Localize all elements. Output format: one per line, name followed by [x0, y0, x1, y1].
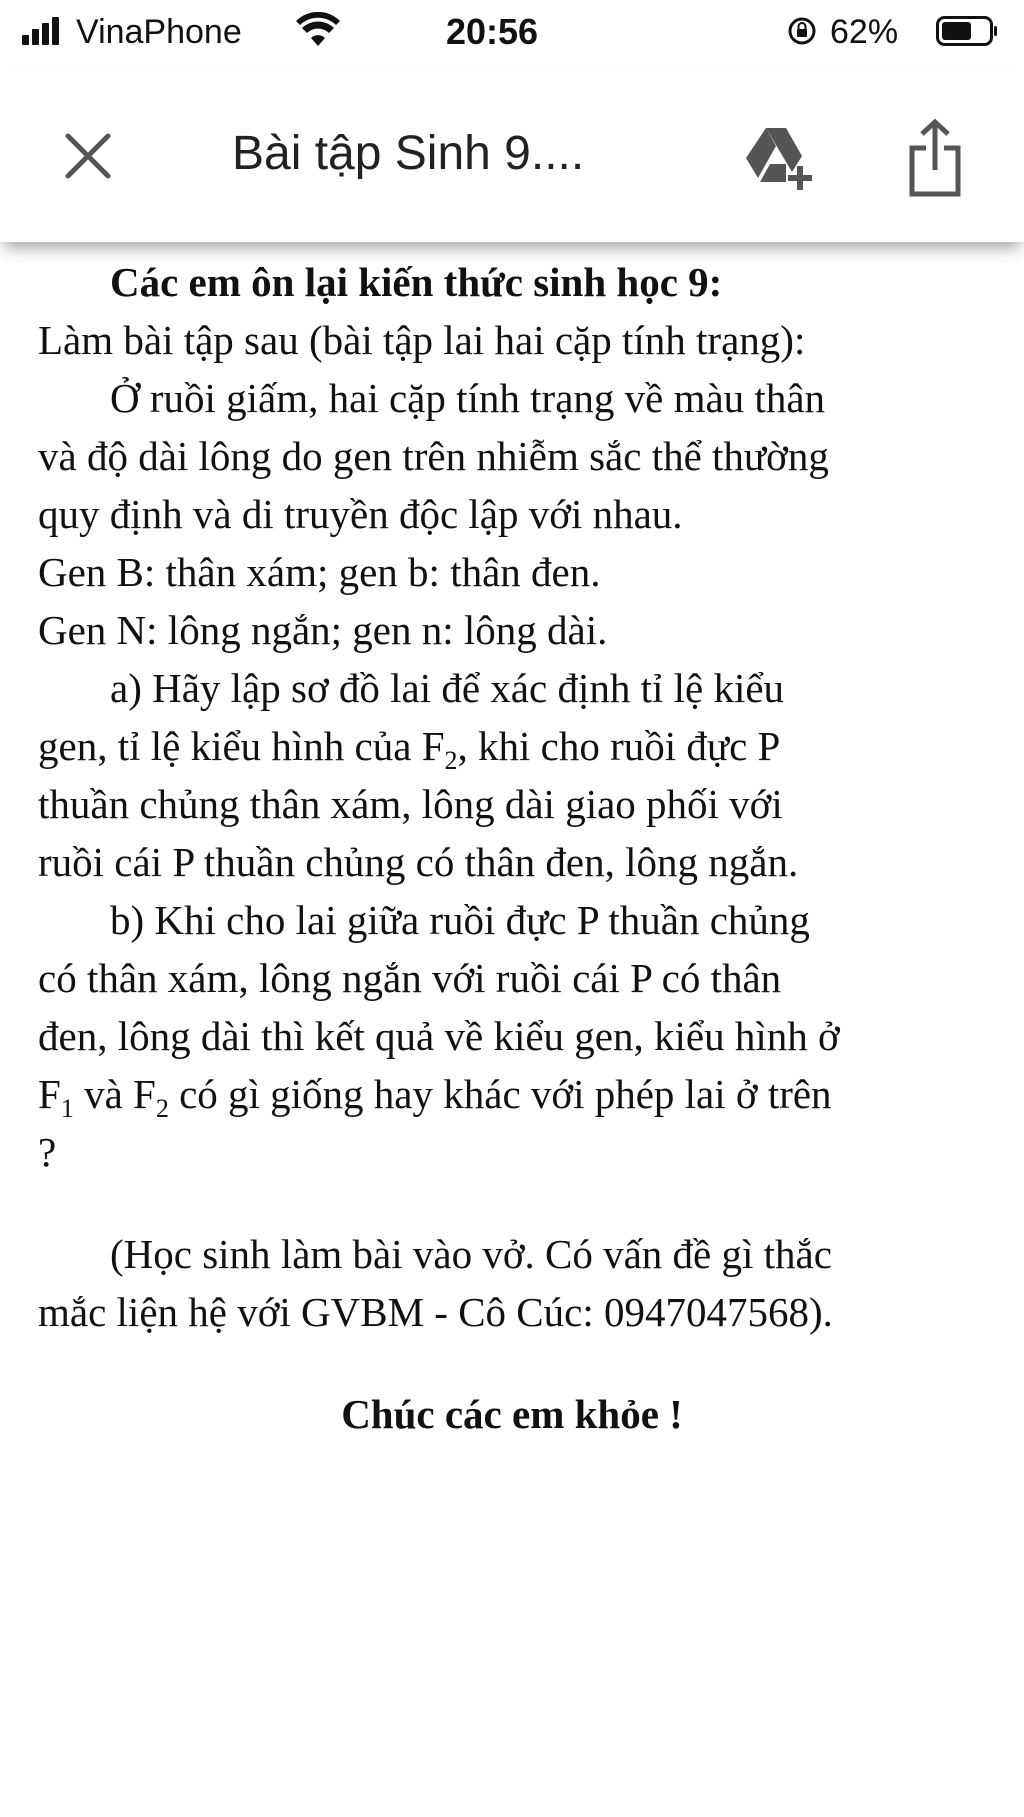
document-line: thuần chủng thân xám, lông dài giao phối với [38, 781, 783, 827]
document-line: đen, lông dài thì kết quả về kiểu gen, kiểu hình ở [38, 1013, 840, 1059]
document-line: có thân xám, lông ngắn với ruồi cái P có thân [38, 955, 782, 1001]
signal-icon [22, 17, 62, 45]
document-line: a) Hãy lập sơ đồ lai để xác định tỉ lệ kiểu [110, 665, 785, 711]
share-icon[interactable] [906, 118, 964, 198]
subscript: 1 [60, 1094, 74, 1124]
text-run: , khi cho ruồi đực P [457, 723, 781, 769]
battery-percent: 62% [830, 13, 899, 51]
document-line: Gen N: lông ngắn; gen n: lông dài. [38, 607, 608, 653]
close-icon[interactable] [60, 128, 116, 184]
document-line: b) Khi cho lai giữa ruồi đực P thuần chủng [110, 897, 810, 943]
wifi-icon [296, 12, 340, 48]
document-line: ? [38, 1129, 57, 1175]
document-line: Làm bài tập sau (bài tập lai hai cặp tính trạng): [38, 317, 806, 363]
clock: 20:56 [446, 11, 539, 52]
document-line: Ở ruồi giấm, hai cặp tính trạng về màu thân [110, 375, 826, 421]
document-line: và độ dài lông do gen trên nhiễm sắc thể thường [38, 433, 829, 479]
document-line: ruồi cái P thuần chủng có thân đen, lông ngắn. [38, 839, 799, 885]
orientation-lock-icon [787, 16, 817, 46]
text-run: F [38, 1071, 61, 1117]
status-bar [0, 0, 1024, 66]
document-line: quy định và di truyền độc lập với nhau. [38, 491, 683, 537]
closing-line: Chúc các em khỏe ! [341, 1391, 683, 1437]
document-title: Bài tập Sinh 9.... [232, 127, 585, 180]
document-line: (Học sinh làm bài vào vở. Có vấn đề gì thắc [110, 1231, 832, 1277]
document-line [38, 717, 780, 775]
text-run: và F [73, 1071, 156, 1117]
subscript: 2 [444, 746, 458, 776]
text-run: gen, tỉ lệ kiểu hình của F [38, 723, 445, 769]
subscript: 2 [155, 1094, 169, 1124]
document-page [0, 245, 1024, 1817]
carrier-name: VinaPhone [76, 13, 242, 51]
viewer-toolbar [0, 66, 1024, 242]
add-to-drive-icon[interactable] [742, 124, 818, 194]
battery-icon [936, 16, 998, 46]
document-heading: Các em ôn lại kiến thức sinh học 9: [110, 259, 723, 305]
text-run: có gì giống hay khác với phép lai ở trên [168, 1071, 832, 1117]
document-line [38, 1065, 832, 1123]
document-line: mắc liện hệ với GVBM - Cô Cúc: 0947047568). [38, 1289, 833, 1335]
document-line: Gen B: thân xám; gen b: thân đen. [38, 549, 601, 595]
